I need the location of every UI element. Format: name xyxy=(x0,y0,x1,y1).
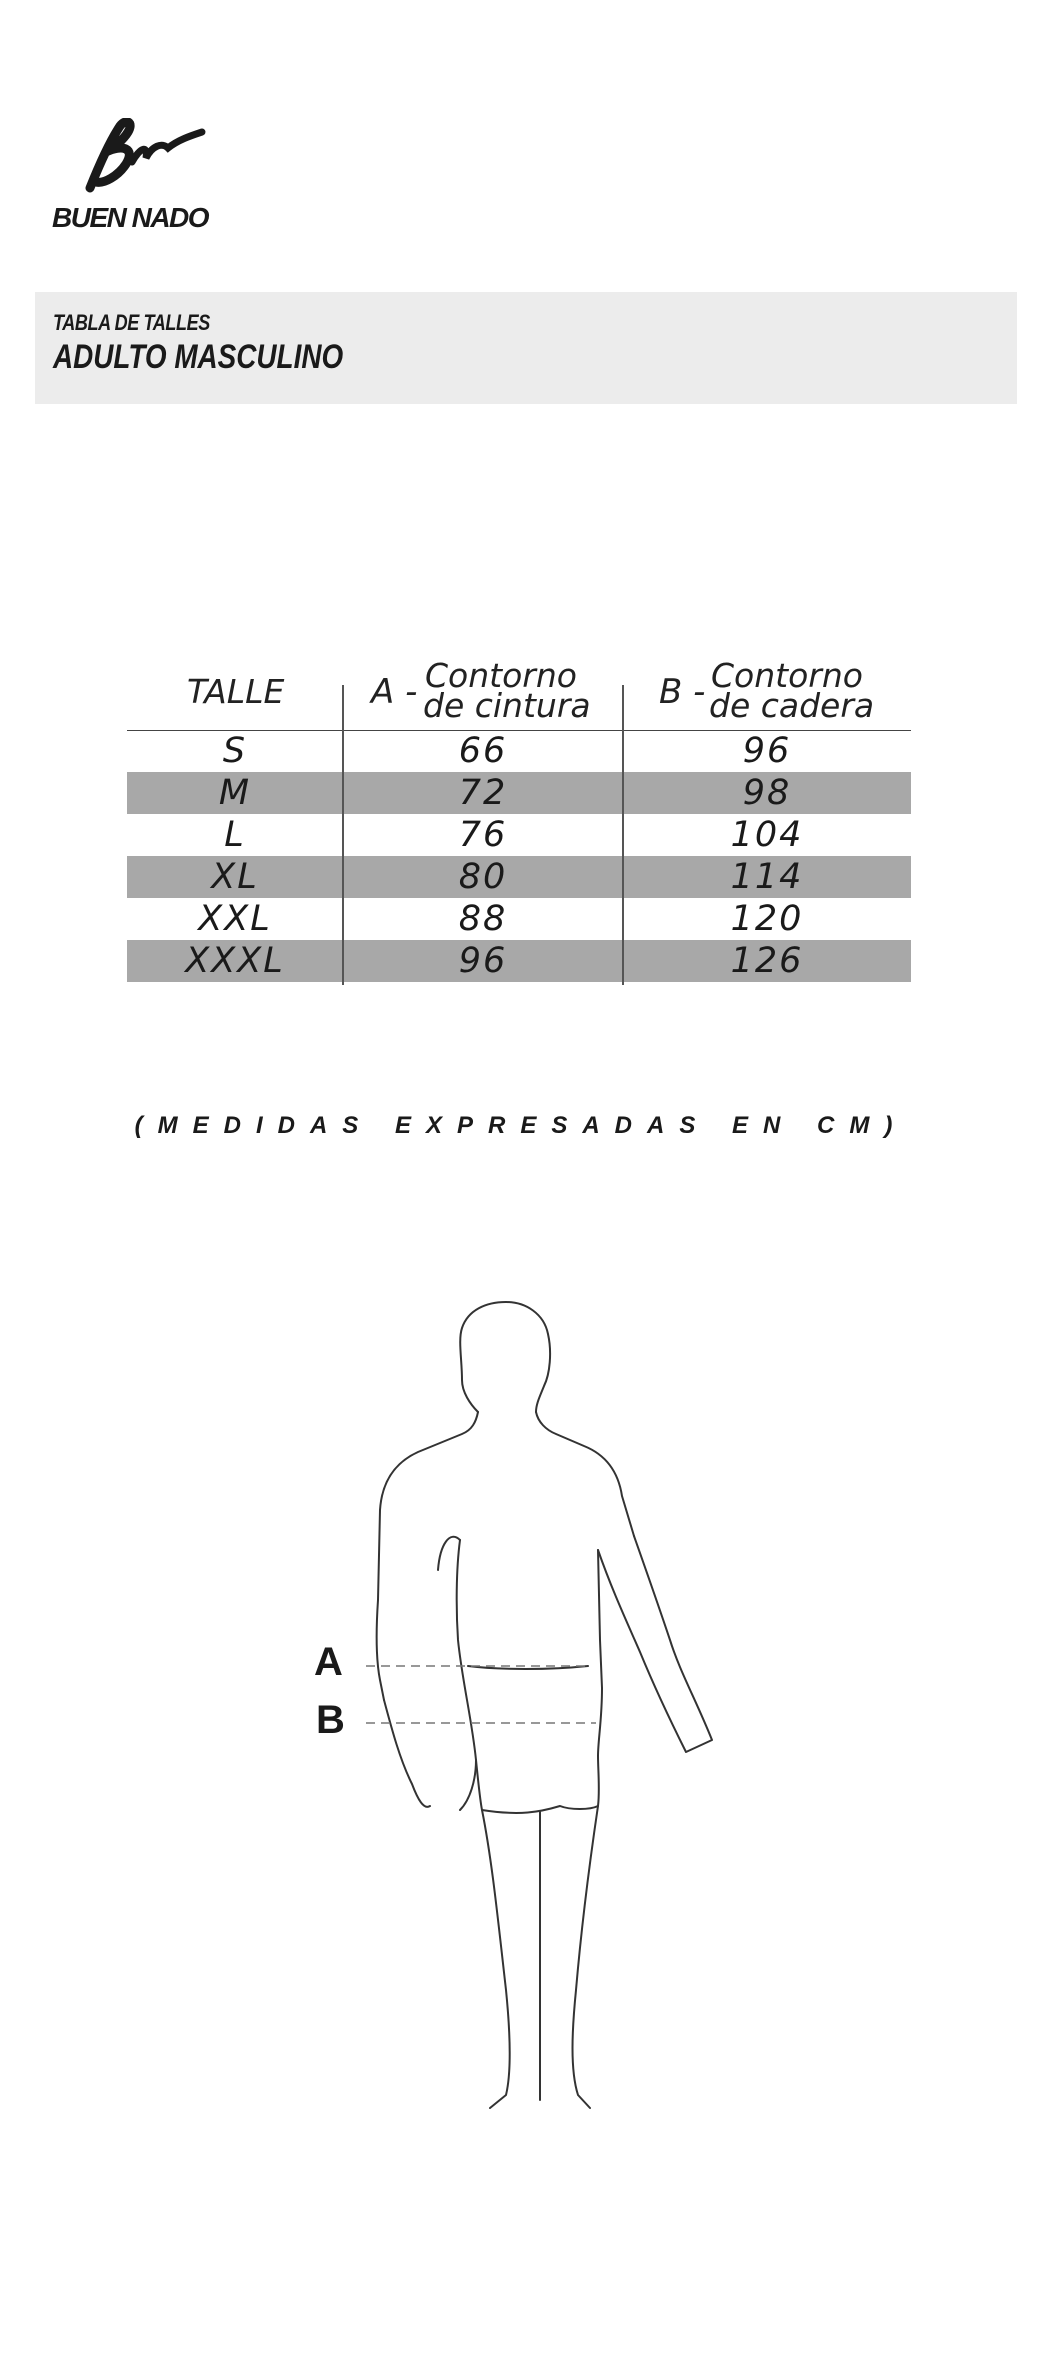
cell-hip: 114 xyxy=(730,857,804,897)
cell-waist: 96 xyxy=(458,941,508,981)
cell-size: M xyxy=(218,773,252,813)
cell-size: L xyxy=(224,815,246,855)
cell-hip: 96 xyxy=(742,731,792,771)
brand-logo xyxy=(52,118,242,236)
table-row xyxy=(127,898,911,940)
banner-subtitle: TABLA DE TALLES xyxy=(53,310,210,335)
table-row xyxy=(127,772,911,814)
measure-label-a: A xyxy=(314,1640,343,1684)
cell-size: XXXL xyxy=(185,941,285,981)
header-b-prefix: B - xyxy=(659,672,706,712)
units-note: (MEDIDAS EXPRESADAS EN CM) xyxy=(134,1112,908,1139)
cell-waist: 88 xyxy=(458,899,508,939)
body-measurement-figure xyxy=(300,1300,740,2124)
cell-hip: 98 xyxy=(742,773,792,813)
cell-waist: 66 xyxy=(458,731,508,771)
header-a-line2: de cintura xyxy=(423,686,591,725)
brand-name: BUEN NADO xyxy=(52,202,209,233)
cell-size: XXL xyxy=(198,899,272,939)
size-table xyxy=(127,655,911,985)
header-b-line2: de cadera xyxy=(709,686,875,725)
header-a-prefix: A - xyxy=(371,672,418,712)
cell-waist: 76 xyxy=(458,815,508,855)
cell-hip: 104 xyxy=(730,815,804,855)
page-title: ADULTO MASCULINO xyxy=(53,338,344,376)
column-divider xyxy=(622,685,624,985)
cell-hip: 120 xyxy=(730,899,804,939)
table-row xyxy=(127,814,911,856)
header-b-line1: Contorno xyxy=(711,656,863,695)
table-row xyxy=(127,856,911,898)
male-body-outline-icon xyxy=(300,1300,740,2120)
table-row xyxy=(127,940,911,982)
header-a-line1: Contorno xyxy=(425,656,577,695)
table-row xyxy=(127,730,911,772)
cell-waist: 72 xyxy=(458,773,508,813)
cell-size: S xyxy=(222,731,248,771)
cell-waist: 80 xyxy=(458,857,508,897)
header-size: TALLE xyxy=(187,672,285,711)
table-header xyxy=(127,655,911,731)
column-divider xyxy=(342,685,344,985)
title-banner xyxy=(35,292,1017,404)
brand-signature-icon xyxy=(82,118,207,198)
measure-label-b: B xyxy=(316,1698,345,1742)
cell-hip: 126 xyxy=(730,941,804,981)
cell-size: XL xyxy=(211,857,259,897)
